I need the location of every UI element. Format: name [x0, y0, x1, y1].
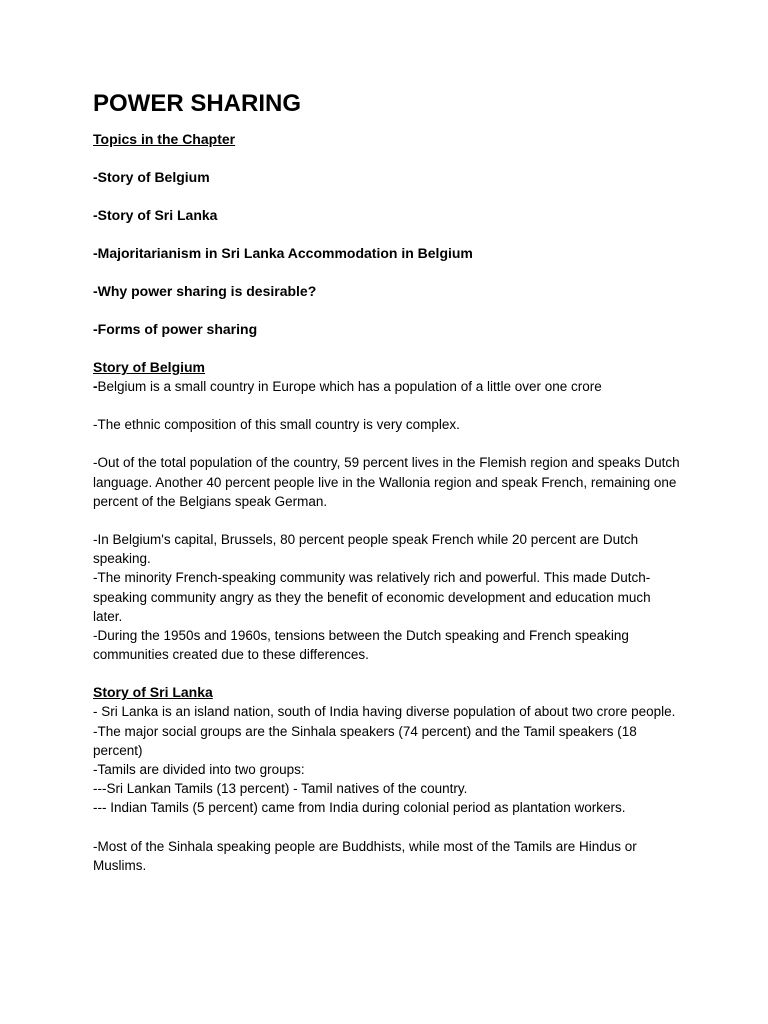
srilanka-heading: Story of Sri Lanka	[93, 684, 213, 701]
topic-item: -Story of Belgium	[93, 169, 210, 185]
belgium-paragraph: -Out of the total population of the country, 59 percent lives in the Flemish region and speaks Dutch language. Another 40 percent people live in the Wallonia region and speak French, remaining one percent of the Belgians speak German.	[93, 455, 680, 509]
belgium-paragraph	[93, 377, 683, 396]
srilanka-paragraph: -The major social groups are the Sinhala speakers (74 percent) and the Tamil speakers (18 percent)	[93, 723, 637, 758]
topic-item: -Story of Sri Lanka	[93, 207, 218, 223]
srilanka-paragraph: -Tamils are divided into two groups:	[93, 762, 305, 778]
belgium-dash: -	[93, 379, 98, 394]
srilanka-paragraph: - Sri Lanka is an island nation, south of India having diverse population of about two crore people.	[93, 704, 676, 720]
document-page	[93, 88, 683, 875]
belgium-paragraph: -In Belgium's capital, Brussels, 80 percent people speak French while 20 percent are Dutch speaking.	[93, 532, 639, 567]
topic-item: -Forms of power sharing	[93, 321, 258, 337]
belgium-paragraph: -The minority French-speaking community was relatively rich and powerful. This made Dutch-speaking community angry as they the benefit of economic development and education much later.	[93, 570, 651, 624]
belgium-paragraph-text: Belgium is a small country in Europe which has a population of a little over one crore	[97, 379, 602, 394]
srilanka-paragraph: -Most of the Sinhala speaking people are Buddhists, while most of the Tamils are Hindus or Muslims.	[93, 838, 637, 873]
document-title: POWER SHARING	[93, 90, 302, 117]
belgium-paragraph: -The ethnic composition of this small country is very complex.	[93, 417, 460, 433]
belgium-paragraph: -During the 1950s and 1960s, tensions between the Dutch speaking and French speaking communities created due to these differences.	[93, 628, 629, 663]
belgium-heading: Story of Belgium	[93, 359, 206, 375]
topic-item: -Why power sharing is desirable?	[93, 283, 317, 299]
srilanka-paragraph: --- Indian Tamils (5 percent) came from India during colonial period as plantation workers.	[93, 800, 626, 816]
srilanka-paragraph: ---Sri Lankan Tamils (13 percent) - Tamil natives of the country.	[93, 781, 468, 797]
topics-heading: Topics in the Chapter	[93, 131, 236, 147]
topic-item: -Majoritarianism in Sri Lanka Accommodation in Belgium	[93, 245, 473, 261]
